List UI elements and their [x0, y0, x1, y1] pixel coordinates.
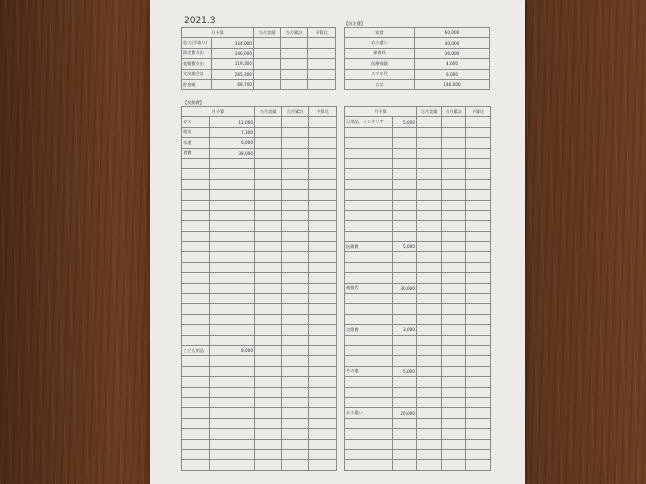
summary-table [181, 27, 336, 90]
table-row [345, 28, 490, 38]
row-label: 食費 [182, 148, 210, 158]
blank-row [182, 449, 337, 459]
group-value: 5,000 [393, 117, 417, 127]
blank-row [345, 439, 491, 449]
blank-row [182, 397, 337, 407]
table-row [182, 48, 336, 58]
table-row [182, 345, 337, 355]
table-row [182, 127, 337, 137]
group-label: 交際費 [345, 325, 393, 335]
table-row [345, 69, 490, 79]
row-label: こども用品 [182, 345, 210, 355]
blank-row [345, 138, 491, 148]
group-value: 3,000 [393, 325, 417, 335]
blank-row [345, 221, 491, 231]
blank-row [345, 262, 491, 272]
group-value: 5,000 [393, 242, 417, 252]
blank-row [345, 210, 491, 220]
header-budget: 月予算 [182, 28, 254, 38]
blank-row [345, 158, 491, 168]
row-label: 家賃 [345, 28, 415, 38]
row-label: 変動費支出 [182, 59, 212, 69]
row-value: 334,000 [212, 38, 254, 48]
group-row [345, 283, 491, 293]
row-value: 6,000 [210, 138, 255, 148]
blank-row [182, 429, 337, 439]
row-value: 36,000 [415, 48, 490, 58]
blank-row [345, 273, 491, 283]
blank-row [345, 294, 491, 304]
blank-row [182, 377, 337, 387]
blank-row [182, 304, 337, 314]
table-row [345, 79, 490, 89]
row-label: 支出額合計 [182, 69, 212, 79]
blank-row [182, 231, 337, 241]
row-label: お小遣い [345, 38, 415, 48]
table-row [182, 38, 336, 48]
variable-section-label: 【変動費】 [183, 100, 204, 105]
group-row [345, 242, 491, 252]
row-label: 水道 [182, 138, 210, 148]
blank-row [345, 148, 491, 158]
blank-row [345, 335, 491, 345]
blank-row [345, 200, 491, 210]
blank-row [345, 169, 491, 179]
group-label: 医療費 [345, 242, 393, 252]
blank-row [182, 294, 337, 304]
group-label: お小遣い [345, 408, 393, 418]
blank-row [345, 231, 491, 241]
row-label: 保育料 [345, 48, 415, 58]
row-value: 7,300 [210, 127, 255, 137]
sheet-title: 2021.3 [184, 16, 216, 26]
blank-row [182, 262, 337, 272]
row-value: 146,000 [212, 48, 254, 58]
row-value: 8,000 [210, 345, 255, 355]
blank-row [345, 314, 491, 324]
header-ratio: 予算比 [309, 107, 337, 117]
blank-row [182, 252, 337, 262]
variable-header-row [345, 107, 491, 117]
header-actual: 当月実績 [255, 107, 282, 117]
row-value: 6,000 [415, 69, 490, 79]
blank-row [345, 356, 491, 366]
blank-row [182, 210, 337, 220]
header-actual: 当月実績 [254, 28, 281, 38]
row-value: 38,000 [210, 148, 255, 158]
header-actual: 当月実績 [417, 107, 442, 117]
blank-row [345, 387, 491, 397]
row-value: 60,000 [415, 28, 490, 38]
blank-row [182, 158, 337, 168]
table-row [182, 117, 337, 127]
row-label: 合計 [345, 79, 415, 89]
group-value: 5,000 [393, 366, 417, 376]
table-row [345, 48, 490, 58]
blank-row [345, 252, 491, 262]
group-label: 被服代 [345, 283, 393, 293]
group-label: 日用品、インテリア [345, 117, 393, 127]
header-budget: 月予算 [182, 107, 255, 117]
row-label: 電気 [182, 127, 210, 137]
row-value: 68,700 [212, 79, 254, 89]
group-value: 30,000 [393, 283, 417, 293]
blank-row [182, 221, 337, 231]
blank-row [345, 377, 491, 387]
blank-row [182, 460, 337, 470]
table-row [182, 138, 337, 148]
header-cumulative: 当月累計 [282, 107, 309, 117]
fixed-section-label: 【固定費】 [344, 21, 365, 26]
table-row [182, 148, 337, 158]
blank-row [182, 190, 337, 200]
table-row [345, 38, 490, 48]
blank-row [182, 283, 337, 293]
row-label: 収入(手取り) [182, 38, 212, 48]
row-value: 4,000 [415, 59, 490, 69]
group-row [345, 408, 491, 418]
header-budget: 月予算 [345, 107, 417, 117]
row-value: 11,000 [210, 117, 255, 127]
blank-row [182, 418, 337, 428]
blank-row [182, 325, 337, 335]
row-label: 医療保険 [345, 59, 415, 69]
group-row [345, 366, 491, 376]
blank-row [345, 304, 491, 314]
blank-row [182, 439, 337, 449]
blank-row [345, 449, 491, 459]
budget-sheet [150, 0, 525, 484]
summary-header-row [182, 28, 336, 38]
blank-row [182, 356, 337, 366]
blank-row [345, 460, 491, 470]
blank-row [345, 429, 491, 439]
table-row [182, 69, 336, 79]
blank-row [182, 408, 337, 418]
blank-row [182, 200, 337, 210]
blank-row [345, 418, 491, 428]
variable-left-table [181, 106, 337, 471]
row-label: ガス [182, 117, 210, 127]
fixed-costs-table [344, 27, 490, 90]
blank-row [182, 179, 337, 189]
variable-right-table [344, 106, 491, 471]
header-cumulative: 当月累計 [281, 28, 308, 38]
row-value: 146,000 [415, 79, 490, 89]
group-label: その他 [345, 366, 393, 376]
header-ratio: 予算比 [466, 107, 491, 117]
blank-row [182, 273, 337, 283]
table-row [345, 59, 490, 69]
row-label: 貯金額 [182, 79, 212, 89]
header-ratio: 予算比 [308, 28, 336, 38]
blank-row [345, 127, 491, 137]
group-row [345, 325, 491, 335]
blank-row [182, 242, 337, 252]
table-row [182, 79, 336, 89]
row-label: 固定費支出 [182, 48, 212, 58]
blank-row [345, 190, 491, 200]
blank-row [182, 387, 337, 397]
blank-row [182, 314, 337, 324]
header-cumulative: 当月累計 [442, 107, 466, 117]
row-value: 119,300 [212, 59, 254, 69]
blank-row [182, 169, 337, 179]
blank-row [345, 345, 491, 355]
group-value: 20,000 [393, 408, 417, 418]
blank-row [345, 397, 491, 407]
row-label: スマホ代 [345, 69, 415, 79]
group-row [345, 117, 491, 127]
blank-row [182, 366, 337, 376]
row-value: 40,000 [415, 38, 490, 48]
blank-row [345, 179, 491, 189]
blank-row [182, 335, 337, 345]
variable-header-row [182, 107, 337, 117]
row-value: 265,300 [212, 69, 254, 79]
table-row [182, 59, 336, 69]
